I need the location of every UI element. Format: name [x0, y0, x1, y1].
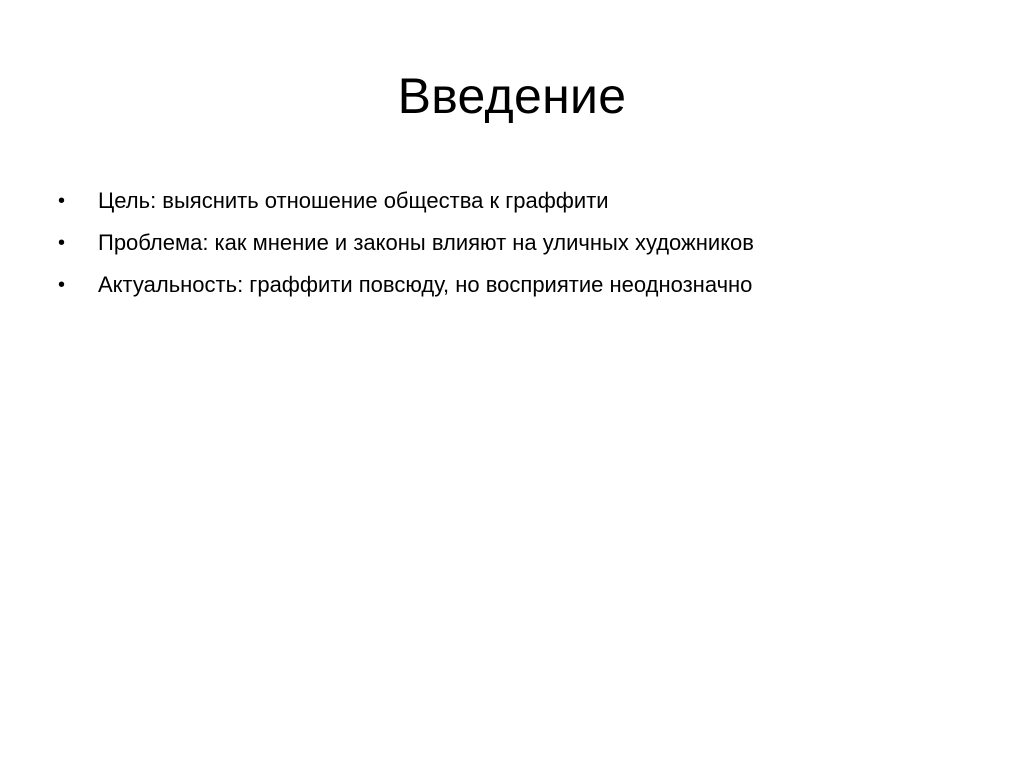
bullet-icon: • — [58, 232, 66, 254]
bullet-icon: • — [58, 274, 66, 296]
bullet-list — [58, 180, 754, 306]
bullet-item-relevance — [58, 264, 754, 306]
bullet-text: Проблема: как мнение и законы влияют на уличных художников — [98, 230, 754, 255]
bullet-item-goal — [58, 180, 754, 222]
bullet-item-problem — [58, 222, 754, 264]
bullet-text: Актуальность: граффити повсюду, но восприятие неоднозначно — [98, 272, 753, 297]
slide-title: Введение — [397, 68, 627, 124]
bullet-icon: • — [58, 190, 66, 212]
bullet-text: Цель: выяснить отношение общества к граффити — [98, 188, 609, 213]
